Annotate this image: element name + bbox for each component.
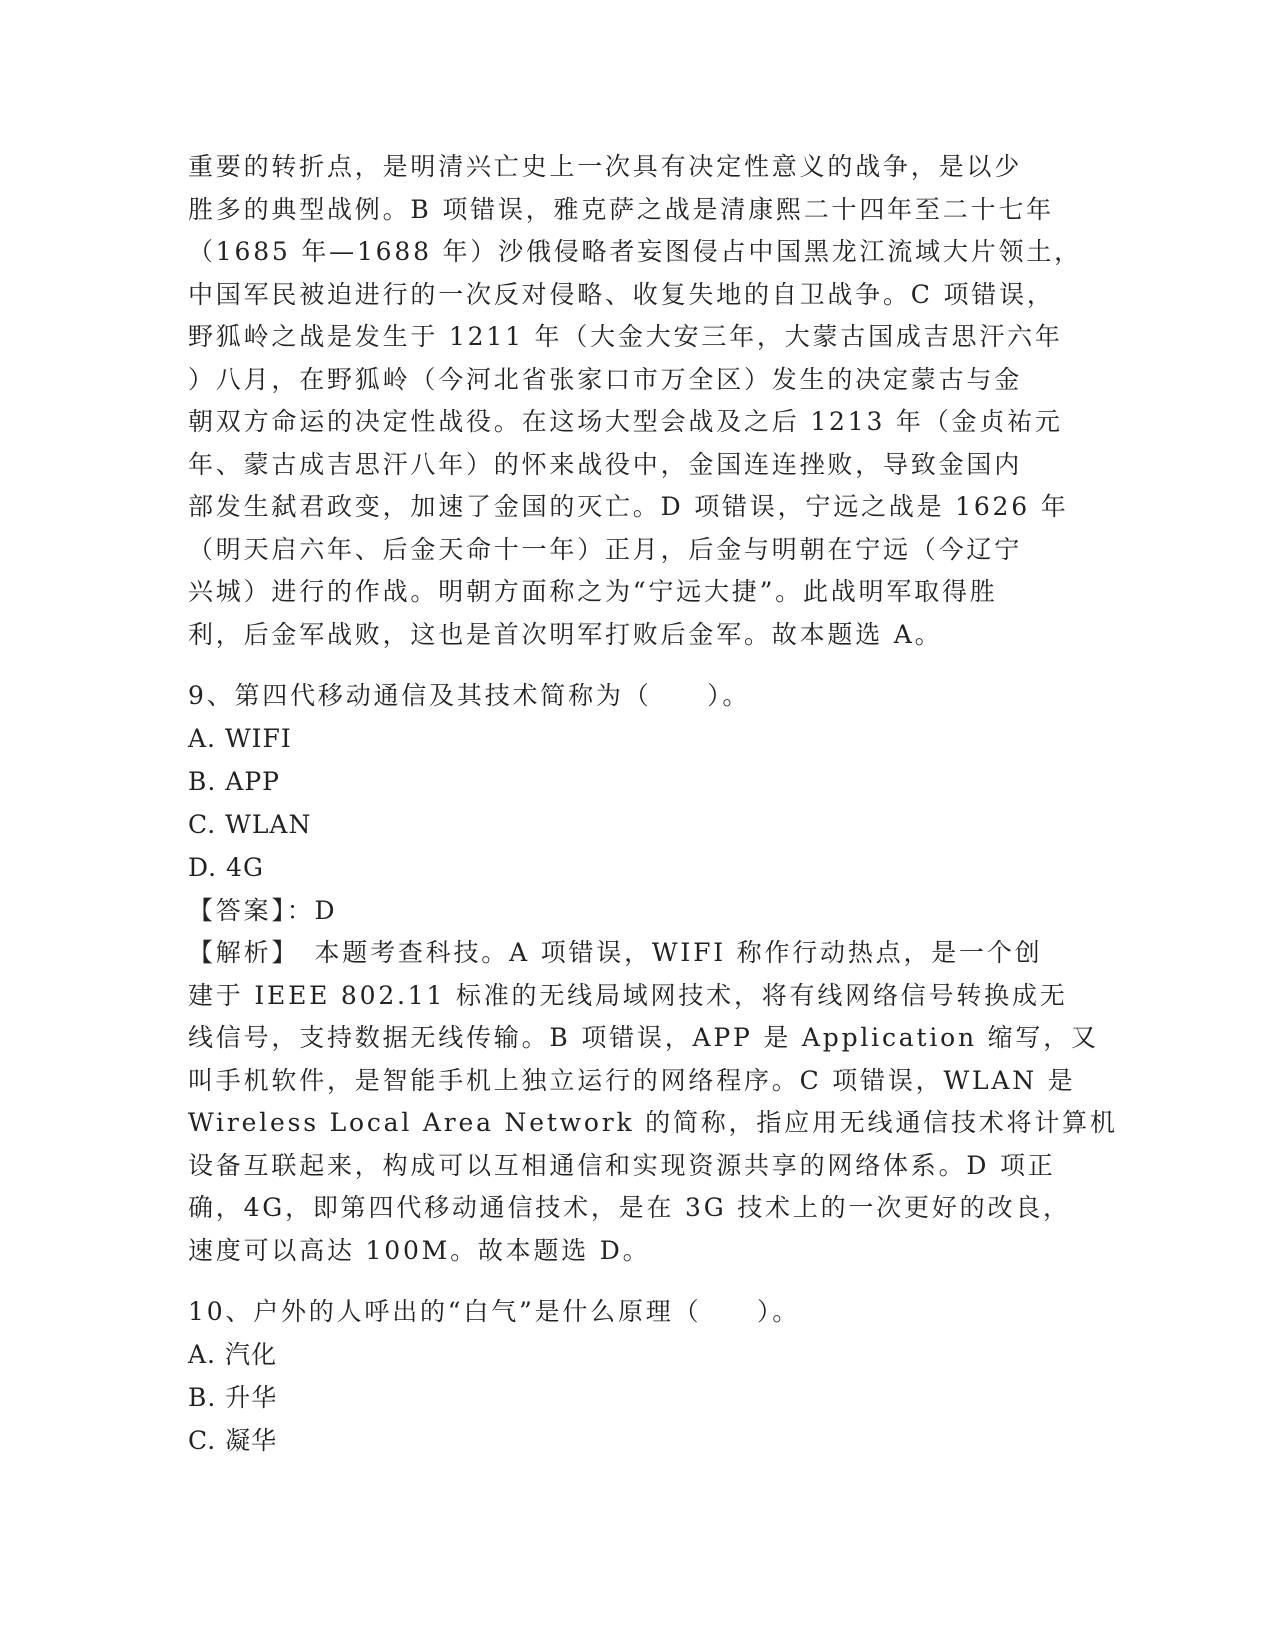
question-9 <box>188 674 1118 1272</box>
question-9-stem: 9、第四代移动通信及其技术简称为（ ）。 <box>188 681 751 710</box>
explanation-line: 野狐岭之战是发生于 1211 年（大金大安三年，大蒙古国成吉思汗六年 <box>188 322 1063 351</box>
question-9-option-a: A. WIFI <box>188 724 292 753</box>
explanation-line: 速度可以高达 100M。故本题选 D。 <box>188 1235 651 1265</box>
question-10-option-c: C. 凝华 <box>188 1426 278 1455</box>
explanation-line: 胜多的典型战例。B 项错误，雅克萨之战是清康熙二十四年至二十七年 <box>188 194 1054 224</box>
question-9-option-d: D. 4G <box>188 853 264 882</box>
question-10-option-b: B. 升华 <box>188 1383 278 1412</box>
explanation-line: 重要的转折点，是明清兴亡史上一次具有决定性意义的战争，是以少 <box>188 152 1023 181</box>
explanation-line: 确，4G，即第四代移动通信技术，是在 3G 技术上的一次更好的改良， <box>188 1193 1071 1222</box>
explanation-line: 设备互联起来，构成可以互相通信和实现资源共享的网络体系。D 项正 <box>188 1150 1056 1180</box>
explanation-line: 线信号，支持数据无线传输。B 项错误，APP 是 Application 缩写，又 <box>188 1023 1099 1052</box>
explanation-line: 兴城）进行的作战。明朝方面称之为“宁远大捷”。此战明军取得胜 <box>188 577 998 606</box>
question-10-stem: 10、户外的人呼出的“白气”是什么原理（ ）。 <box>188 1297 801 1326</box>
question-9-option-c: C. WLAN <box>188 810 312 839</box>
previous-question-explanation <box>188 146 1088 656</box>
question-9-explanation <box>188 932 1118 1272</box>
explanation-line: 利，后金军战败，这也是首次明军打败后金军。故本题选 A。 <box>188 619 943 649</box>
question-9-answer: 【答案】：D <box>188 896 338 925</box>
explanation-line: ）八月，在野狐岭（今河北省张家口市万全区）发生的决定蒙古与金 <box>188 364 1023 394</box>
question-10 <box>188 1290 1088 1462</box>
question-10-option-a: A. 汽化 <box>188 1340 277 1369</box>
explanation-line: 建于 IEEE 802.11 标准的无线局域网技术，将有线网络信号转换成无 <box>188 980 1068 1010</box>
explanation-line: 中国军民被迫进行的一次反对侵略、收复失地的自卫战争。C 项错误， <box>188 279 1055 309</box>
explanation-line: Wireless Local Area Network 的简称，指应用无线通信技术将计算机 <box>188 1108 1118 1137</box>
question-9-option-b: B. APP <box>188 767 280 796</box>
explanation-line: 【解析】 本题考查科技。A 项错误，WIFI 称作行动热点，是一个创 <box>188 938 1043 967</box>
explanation-line: （1685 年—1688 年）沙俄侵略者妄图侵占中国黑龙江流域大片领土， <box>188 237 1082 266</box>
explanation-line: 叫手机软件，是智能手机上独立运行的网络程序。C 项错误，WLAN 是 <box>188 1065 1076 1095</box>
explanation-line: 朝双方命运的决定性战役。在这场大型会战及之后 1213 年（金贞祐元 <box>188 407 1063 436</box>
explanation-line: 年、蒙古成吉思汗八年）的怀来战役中，金国连连挫败，导致金国内 <box>188 449 1023 479</box>
document-page <box>188 146 1118 1462</box>
explanation-line: （明天启六年、后金天命十一年）正月，后金与明朝在宁远（今辽宁 <box>188 534 1023 564</box>
explanation-line: 部发生弑君政变，加速了金国的灭亡。D 项错误，宁远之战是 1626 年 <box>188 492 1069 521</box>
